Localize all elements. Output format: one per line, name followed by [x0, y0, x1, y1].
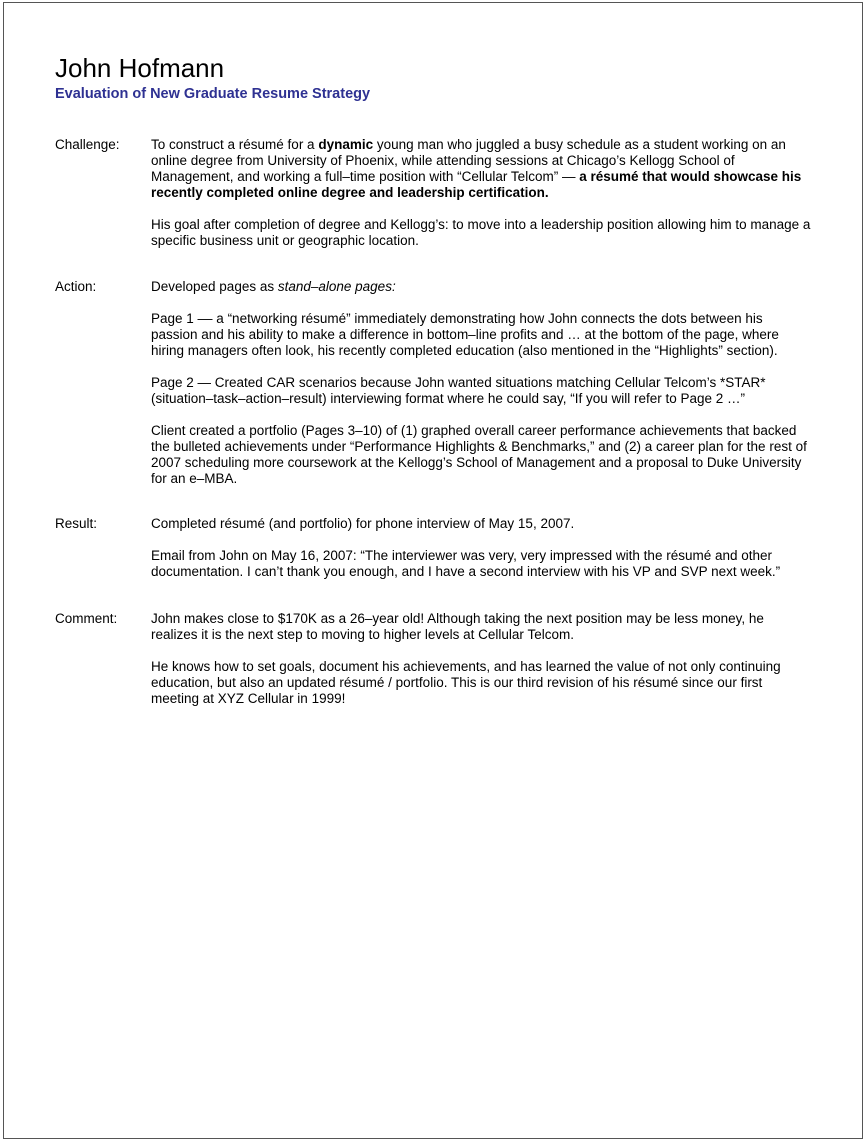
- page-subtitle: Evaluation of New Graduate Resume Strategy: [55, 86, 371, 102]
- action-label: Action:: [55, 279, 97, 294]
- action-page1-paragraph: Page 1 –– a “networking résumé” immediately demonstrating how John connects the dots between his passion and his ability to make a difference in bottom–line profits and … at the bottom of the page, where hiring managers often look, his recently completed education (also mentioned in the “Highlights” section).: [151, 311, 779, 358]
- comment-paragraph: John makes close to $170K as a 26–year old! Although taking the next position may be less money, he realizes it is the next step to moving to higher levels at Cellular Telcom.: [151, 611, 764, 642]
- page-title: John Hofmann: [55, 53, 225, 83]
- challenge-text-bold-dynamic: dynamic: [318, 137, 374, 152]
- challenge-text-bold-goal: a résumé that would showcase his recently completed online degree and leadership certification.: [151, 169, 802, 200]
- challenge-body: [151, 137, 811, 249]
- action-body: [151, 279, 811, 487]
- result-label: Result:: [55, 516, 98, 531]
- result-paragraph: Completed résumé (and portfolio) for phone interview of May 15, 2007.: [151, 516, 575, 531]
- result-email-paragraph: Email from John on May 16, 2007: “The interviewer was very, very impressed with the résumé and other documentation. I can’t thank you enough, and I have a second interview with his VP and SVP next week.”: [151, 548, 781, 579]
- challenge-label: Challenge:: [55, 137, 120, 152]
- action-page2-paragraph: Page 2 — Created CAR scenarios because John wanted situations matching Cellular Telcom’s *STAR* (situation–task–action–result) interviewing format where he could say, “If you will refer to Page 2 …”: [151, 375, 766, 406]
- action-intro-text: Developed pages as: [151, 279, 278, 294]
- action-portfolio-paragraph: Client created a portfolio (Pages 3–10) of (1) graphed overall career performance achievements that backed the bulleted achievements under “Performance Highlights & Benchmarks,” and (2) a career plan for the rest of 2007 scheduling more coursework at the Kellogg’s School of Management and a proposal to Duke University for an e–MBA.: [151, 423, 807, 486]
- comment-label: Comment:: [55, 611, 118, 626]
- challenge-goal-paragraph: His goal after completion of degree and Kellogg’s: to move into a leadership position allowing him to manage a specific business unit or geographic location.: [151, 217, 811, 248]
- action-intro-paragraph: [151, 279, 811, 295]
- result-body: [151, 516, 811, 580]
- challenge-text-a: To construct a résumé for a: [151, 137, 319, 152]
- challenge-text-c: young man who juggled a busy schedule as a student working on an online degree from University of Phoenix, while attending sessions at Chicago’s Kellogg School of Management, and working a full–time position with “Cellular Telcom” —: [151, 137, 786, 184]
- comment-summary-paragraph: He knows how to set goals, document his achievements, and has learned the value of not only continuing education, but also an updated résumé / portfolio. This is our third revision of his résumé since our first meeting at XYZ Cellular in 1999!: [151, 659, 781, 706]
- challenge-paragraph: [151, 137, 811, 201]
- action-intro-italic: stand–alone pages:: [277, 279, 396, 294]
- comment-body: [151, 611, 811, 707]
- document-page: [3, 2, 863, 1139]
